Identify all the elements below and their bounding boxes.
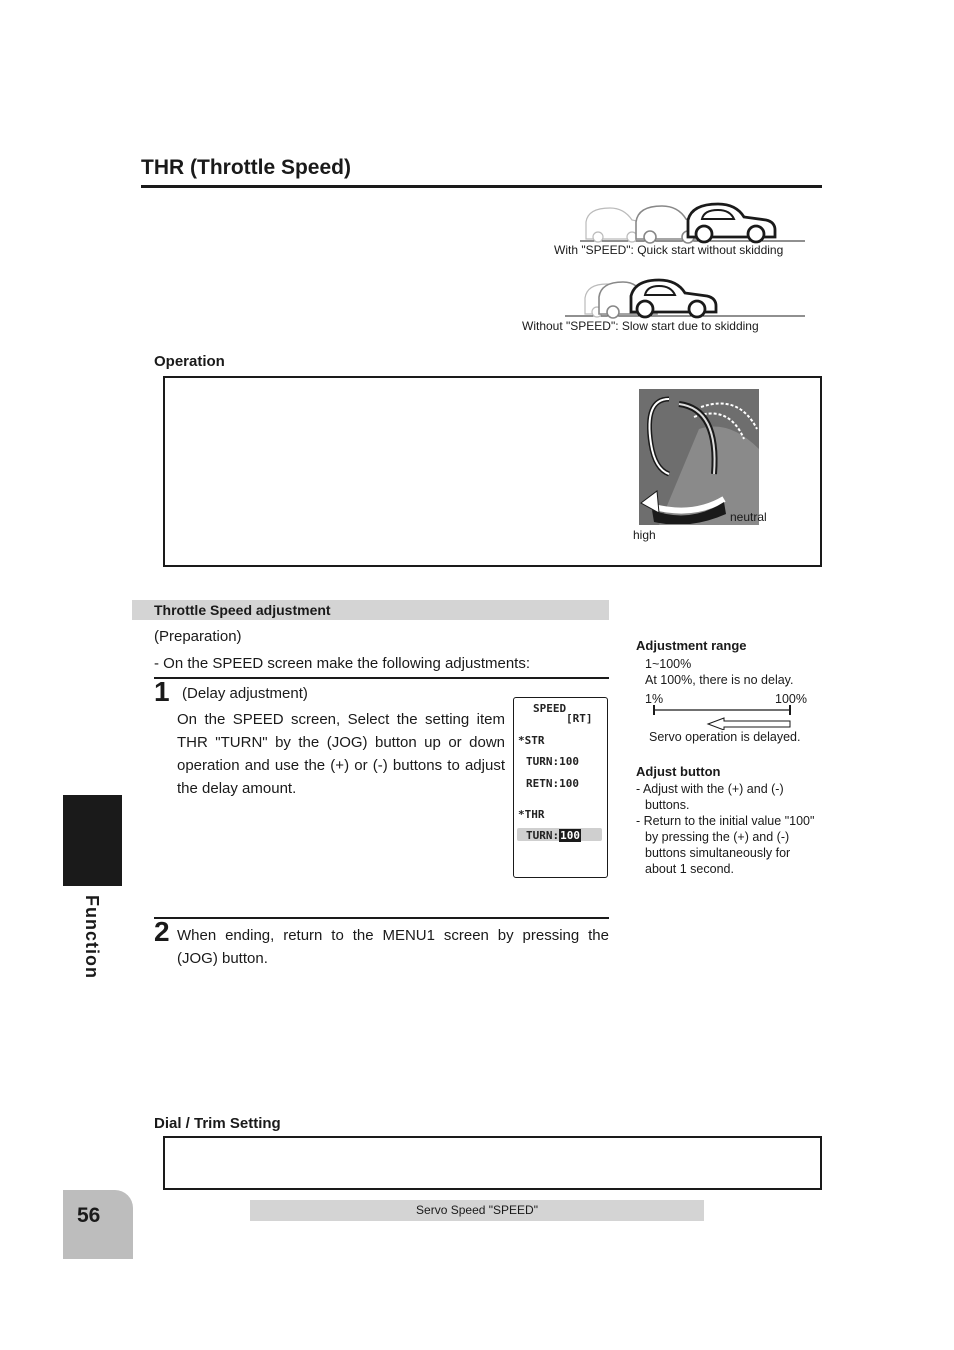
range-heading: Adjustment range [636, 638, 747, 653]
adjust-button-item: - Return to the initial value "100" by pressing the (+) and (-) buttons simultaneously for about 1 second. [636, 814, 815, 876]
step1-number: 1 [154, 676, 170, 707]
step2-number: 2 [154, 916, 170, 947]
scale-min-label: 1% [645, 692, 664, 706]
throttle-range-arc [650, 500, 728, 524]
lcd-thr-turn: TURN:100 [526, 829, 580, 842]
lcd-title: SPEED [533, 702, 567, 715]
operation-heading: Operation [154, 353, 225, 370]
scale-note: Servo operation is delayed. [649, 730, 801, 744]
dial-trim-heading: Dial / Trim Setting [154, 1115, 281, 1132]
footer-label: Servo Speed "SPEED" [416, 1203, 538, 1217]
with-speed-caption: With "SPEED": Quick start without skidding [554, 243, 784, 257]
lcd-thr: *THR [518, 808, 545, 821]
step2-text: When ending, return to the MENU1 screen by pressing the (JOG) button. [177, 927, 609, 967]
chapter-tab [63, 895, 122, 979]
delay-scale-graphic [650, 704, 795, 730]
page-title: THR (Throttle Speed) [141, 156, 351, 179]
step2-rule [154, 917, 609, 919]
chapter-tab-block [63, 795, 122, 886]
title-rule [141, 185, 822, 188]
lcd-mode: [RT] [566, 712, 593, 725]
section-heading-bar [132, 600, 609, 620]
page-number-tab [63, 1190, 133, 1259]
lcd-speed-screen [513, 697, 608, 878]
without-speed-caption: Without "SPEED": Slow start due to skidding [522, 319, 759, 333]
range-value: 1~100% [645, 657, 692, 671]
preparation-label: (Preparation) [154, 628, 242, 645]
page-number: 56 [77, 1204, 101, 1227]
lcd-str: *STR [518, 734, 545, 747]
lcd-str-turn: TURN:100 [526, 755, 579, 768]
car-slow-start-illustration [565, 276, 810, 320]
car-quick-start-illustration [580, 200, 810, 244]
range-note: At 100%, there is no delay. [645, 673, 794, 687]
chapter-tab-label: Function [82, 895, 102, 979]
dial-trim-box [163, 1136, 822, 1190]
preparation-note: - On the SPEED screen make the following adjustments: [154, 655, 531, 672]
neutral-label: neutral [730, 510, 767, 524]
step1-title: (Delay adjustment) [182, 685, 308, 702]
adjust-button-list [636, 781, 822, 877]
adjust-button-heading: Adjust button [636, 764, 721, 779]
step1-text: On the SPEED screen, Select the setting item THR "TURN" by the (JOG) button up or down operation and use the (+) or (-) buttons to adjust the delay amount. [177, 711, 505, 797]
scale-max-label: 100% [775, 692, 807, 706]
high-label: high [633, 528, 656, 542]
lcd-str-retn: RETN:100 [526, 777, 579, 790]
adjust-button-item: - Adjust with the (+) and (-) buttons. [636, 782, 784, 812]
section-heading: Throttle Speed adjustment [154, 602, 331, 618]
footer-bar [250, 1200, 704, 1221]
step1-rule [154, 677, 609, 679]
